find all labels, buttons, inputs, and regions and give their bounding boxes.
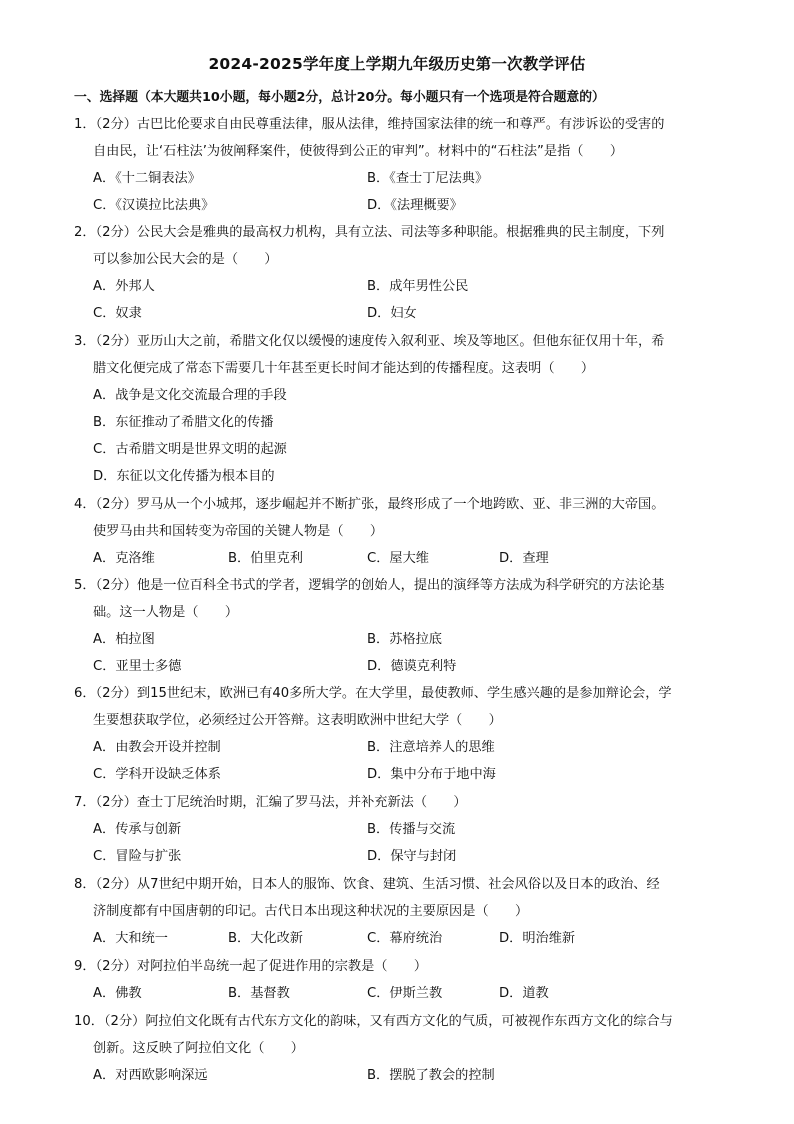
question-9-line-1: 9．（2分）对阿拉伯半岛统一起了促进作用的宗教是（ ） (74, 959, 428, 974)
question-1-line-1: 1．（2分）古巴比伦要求自由民尊重法律，服从法律，维持国家法律的统一和尊严。有涉诉讼的受害的 (74, 117, 665, 132)
question-3-line-1: 3．（2分）亚历山大之前，希腊文化仅以缓慢的速度传入叙利亚、埃及等地区。但他东征仅用十年，希 (74, 334, 665, 349)
question-2-option-b[interactable]: B．成年男性公民 (367, 279, 469, 294)
question-9-option-b[interactable]: B．基督教 (228, 986, 290, 1001)
question-3-line-2: 腊文化便完成了常态下需要几十年甚至更长时间才能达到的传播程度。这表明（ ） (93, 361, 595, 376)
question-1-option-a[interactable]: A．《十二铜表法》 (93, 171, 201, 186)
question-2-line-1: 2．（2分）公民大会是雅典的最高权力机构，具有立法、司法等多种职能。根据雅典的民主制度，下列 (74, 225, 665, 240)
question-7-stem (74, 789, 724, 816)
question-6-option-a[interactable]: A．由教会开设并控制 (93, 740, 221, 755)
question-8-option-c[interactable]: C．幕府统治 (367, 931, 443, 946)
question-4-option-d[interactable]: D．查理 (499, 551, 549, 566)
question-9-stem (74, 953, 724, 980)
question-3-option-a[interactable]: A．战争是文化交流最合理的手段 (93, 388, 287, 403)
question-6-line-2: 生要想获取学位，必须经过公开答辩。这表明欧洲中世纪大学（ ） (93, 713, 502, 728)
question-3-stem (74, 328, 724, 382)
question-8-line-2: 济制度都有中国唐朝的印记。古代日本出现这种状况的主要原因是（ ） (93, 904, 529, 919)
question-3-option-b[interactable]: B．东征推动了希腊文化的传播 (93, 415, 274, 430)
question-3-option-c[interactable]: C．古希腊文明是世界文明的起源 (93, 442, 287, 457)
question-9-option-c[interactable]: C．伊斯兰教 (367, 986, 443, 1001)
question-5-option-c[interactable]: C．亚里士多德 (93, 659, 182, 674)
question-8-option-b[interactable]: B．大化改新 (228, 931, 303, 946)
question-9-option-a[interactable]: A．佛教 (93, 986, 142, 1001)
question-2-option-c[interactable]: C．奴隶 (93, 306, 142, 321)
question-4-option-c[interactable]: C．屋大维 (367, 551, 429, 566)
question-6-stem (74, 680, 724, 734)
exam-title: 2024-2025学年度上学期九年级历史第一次教学评估 (208, 55, 586, 73)
question-5-line-1: 5．（2分）他是一位百科全书式的学者，逻辑学的创始人，提出的演绎等方法成为科学研究的方法论基 (74, 578, 665, 593)
question-6-option-d[interactable]: D．集中分布于地中海 (367, 767, 496, 782)
question-4-stem (74, 491, 724, 545)
question-1-line-2: 自由民，让‘石柱法’为彼阐释案件，使彼得到公正的审判”。材料中的“石柱法”是指（ ） (93, 144, 624, 159)
question-6-option-c[interactable]: C．学科开设缺乏体系 (93, 767, 221, 782)
question-1-option-b[interactable]: B．《查士丁尼法典》 (367, 171, 489, 186)
question-8-line-1: 8．（2分）从7世纪中期开始，日本人的服饰、饮食、建筑、生活习惯、社会风俗以及日本的政治、经 (74, 877, 660, 892)
question-7-option-d[interactable]: D．保守与封闭 (367, 849, 457, 864)
question-5-stem (74, 572, 724, 626)
question-4-option-b[interactable]: B．伯里克利 (228, 551, 303, 566)
question-5-line-2: 础。这一人物是（ ） (93, 605, 239, 620)
question-10-line-2: 创新。这反映了阿拉伯文化（ ） (93, 1041, 304, 1056)
question-1-stem (74, 111, 724, 165)
question-7-option-b[interactable]: B．传播与交流 (367, 822, 456, 837)
question-1-option-d[interactable]: D．《法理概要》 (367, 198, 463, 213)
question-9-option-d[interactable]: D．道教 (499, 986, 549, 1001)
question-4-line-2: 使罗马由共和国转变为帝国的关键人物是（ ） (93, 524, 384, 539)
question-2-line-2: 可以参加公民大会的是（ ） (93, 252, 278, 267)
question-3-option-d[interactable]: D．东征以文化传播为根本目的 (93, 469, 275, 484)
question-10-option-a[interactable]: A．对西欧影响深远 (93, 1068, 208, 1083)
section-heading: 一、选择题（本大题共10小题，每小题2分，总计20分。每小题只有一个选项是符合题意的） (74, 90, 605, 105)
question-2-option-d[interactable]: D．妇女 (367, 306, 417, 321)
question-2-stem (74, 219, 724, 273)
question-1-option-c[interactable]: C．《汉谟拉比法典》 (93, 198, 215, 213)
question-4-line-1: 4．（2分）罗马从一个小城邦，逐步崛起并不断扩张，最终形成了一个地跨欧、亚、非三洲的大帝国。 (74, 497, 665, 512)
question-8-stem (74, 871, 724, 925)
question-7-option-a[interactable]: A．传承与创新 (93, 822, 182, 837)
question-8-option-d[interactable]: D．明治维新 (499, 931, 576, 946)
question-5-option-d[interactable]: D．德谟克利特 (367, 659, 457, 674)
question-8-option-a[interactable]: A．大和统一 (93, 931, 168, 946)
question-10-stem (74, 1008, 724, 1062)
question-4-option-a[interactable]: A．克洛维 (93, 551, 155, 566)
question-7-line-1: 7．（2分）查士丁尼统治时期，汇编了罗马法，并补充新法（ ） (74, 795, 467, 810)
question-6-line-1: 6．（2分）到15世纪末，欧洲已有40多所大学。在大学里，最使教师、学生感兴趣的是参加辩论会，学 (74, 686, 672, 701)
question-6-option-b[interactable]: B．注意培养人的思维 (367, 740, 495, 755)
question-10-option-b[interactable]: B．摆脱了教会的控制 (367, 1068, 495, 1083)
question-5-option-b[interactable]: B．苏格拉底 (367, 632, 442, 647)
question-10-line-1: 10．（2分）阿拉伯文化既有古代东方文化的韵味，又有西方文化的气质，可被视作东西方文化的综合与 (74, 1014, 673, 1029)
question-2-option-a[interactable]: A．外邦人 (93, 279, 155, 294)
question-7-option-c[interactable]: C．冒险与扩张 (93, 849, 182, 864)
question-5-option-a[interactable]: A．柏拉图 (93, 632, 155, 647)
